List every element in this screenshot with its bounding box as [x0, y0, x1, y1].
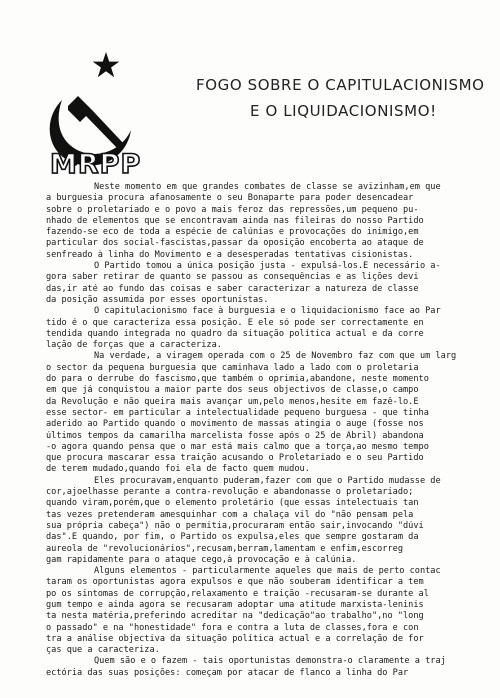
- text-line: Quem são e o fazem - tais oportunistas demonstra-o claramente a traj: [94, 656, 446, 667]
- text-line: tendida quando integrada no quadro da situação política actual e da corre: [46, 328, 424, 339]
- text-line: ectória das suas posições: começam por atacar de flanco a linha do Par: [46, 667, 409, 678]
- text-line: em que já conquistou a maior parte dos seus objectivos de classe,o campo: [46, 385, 419, 396]
- text-line: tra a análise objectiva da situação política actual e a correlação de for: [46, 633, 424, 644]
- text-line: aureola de "revolucionários",recusam,berram,lamentam e enfim,escorreg: [46, 543, 403, 554]
- text-line: sobre o proletariado e o povo a mais feroz das repressões,um pequeno pu-: [46, 204, 419, 215]
- text-line: que procura mascarar essa traição acusando o Proletariado e o seu Partido: [46, 453, 424, 464]
- text-line: tas vezes pretenderam amesquinhar com a chalaça vil do "não pensam pela: [46, 509, 414, 520]
- article-body: [46, 182, 482, 679]
- star-icon: [93, 52, 120, 77]
- text-line: quando viram,porém,que o elemento proletário (que essas intelectuais tan: [46, 498, 419, 509]
- text-line: po os sintomas de corrupção,relaxamento e traição -recusaram-se durante al: [46, 588, 429, 599]
- text-line: últimos tempos da camarilha marcelista fosse após o 25 de Abril) abandona: [46, 430, 424, 441]
- text-line: O Partido tomou a única posição justa - expulsá-los.É necessário a-: [94, 261, 441, 272]
- text-line: senfreado à linha do Movimento e a desesperadas tentativas cisionistas.: [46, 249, 414, 260]
- text-line: Alguns elementos - particularmente aqueles que mais de perto contac: [94, 566, 441, 577]
- text-line: de terem mudado,quando foi ela de facto quem mudou.: [46, 464, 310, 475]
- text-line: particular dos social-fascistas,passar da oposição encoberta ao ataque de: [46, 238, 424, 249]
- text-line: nhado de elementos que se encontravam ainda nas fileiras do nosso Partido: [46, 215, 424, 226]
- text-line: esse sector- em particular a intelectualidade pequeno burguesa - que tinha: [46, 407, 429, 418]
- logo-text: MRPP: [50, 149, 142, 180]
- text-line: O capitulacionismo face à burguesia e o liquidacionismo face ao Par: [94, 306, 441, 317]
- text-line: a burguesia procura afanosamente o seu Bonaparte para poder desencadear: [46, 193, 414, 204]
- headline-line-1: FOGO SOBRE O CAPITULACIONISMO: [196, 76, 485, 94]
- text-line: ta nesta matéria,preferindo acreditar na "dedicação"ao trabalho",no "long: [46, 611, 424, 622]
- text-line: taram os oportunistas agora expulsos e que não souberam identificar a tem: [46, 577, 424, 588]
- text-line: gam rapidamente para o ataque cego,à provocação e à calúnia.: [46, 554, 357, 565]
- headline: [196, 72, 496, 124]
- text-line: o sector da pequena burguesia que caminhava lado a lado com o proletaria: [46, 362, 419, 373]
- text-line: das,ir até ao fundo das coisas e saber caracterizar a natureza de classe: [46, 283, 419, 294]
- text-line: aderido ao Partido quando o movimento de massas atingia o auge (fosse nos: [46, 419, 424, 430]
- mrpp-logo: [40, 52, 175, 184]
- text-line: do para o derrube do fascismo,que também o oprimia,abandone, neste momento: [46, 374, 429, 385]
- text-line: Eles procuravam,enquanto puderam,fazer com que o Partido mudasse de: [94, 475, 441, 486]
- text-line: da Revolução e não queira mais avançar um,pelo menos,hesite em fazê-lo.É: [46, 396, 419, 407]
- text-line: fazendo-se eco de toda a espécie de calúnias e provocações do inimigo,em: [46, 227, 419, 238]
- text-line: cor,ajoelhasse perante a contra-revolução e abandonasse o proletariado;: [46, 487, 414, 498]
- headline-line-2: E O LIQUIDACIONISMO!: [250, 102, 437, 120]
- hammer-icon: [68, 96, 124, 149]
- text-line: sua própria cabeça") não o permitia,procuraram então sair,invocando "dúvi: [46, 520, 424, 531]
- text-line: gum tempo e ainda agora se recusaram adoptar uma atitude marxista-leninis: [46, 599, 424, 610]
- text-line: tido é o que caracteriza essa posição. E ele só pode ser correctamente en: [46, 317, 424, 328]
- text-line: das".É quando, por fim, o Partido os expulsa,eles que sempre gostaram da: [46, 532, 419, 543]
- text-line: gora saber retirar de quanto se passou as consequências e as lições devi: [46, 272, 419, 283]
- text-line: Neste momento em que grandes combates de classe se avizinham,em que: [94, 182, 441, 192]
- text-line: Na verdade, a viragem operada com o 25 de Novembro faz com que um larg: [94, 351, 457, 362]
- text-line: da posição assumida por esses oportunistas.: [46, 294, 269, 305]
- text-line: -o agora quando pensa que o mar está mais calmo que a torça,ao mesmo tempo: [46, 441, 429, 452]
- text-line: lação de forças que a caracteriza.: [46, 340, 222, 351]
- text-line: ças que a caracteriza.: [46, 645, 160, 656]
- text-line: o passado" e na "honestidade" fora e contra a luta de classes,fora e con: [46, 622, 419, 633]
